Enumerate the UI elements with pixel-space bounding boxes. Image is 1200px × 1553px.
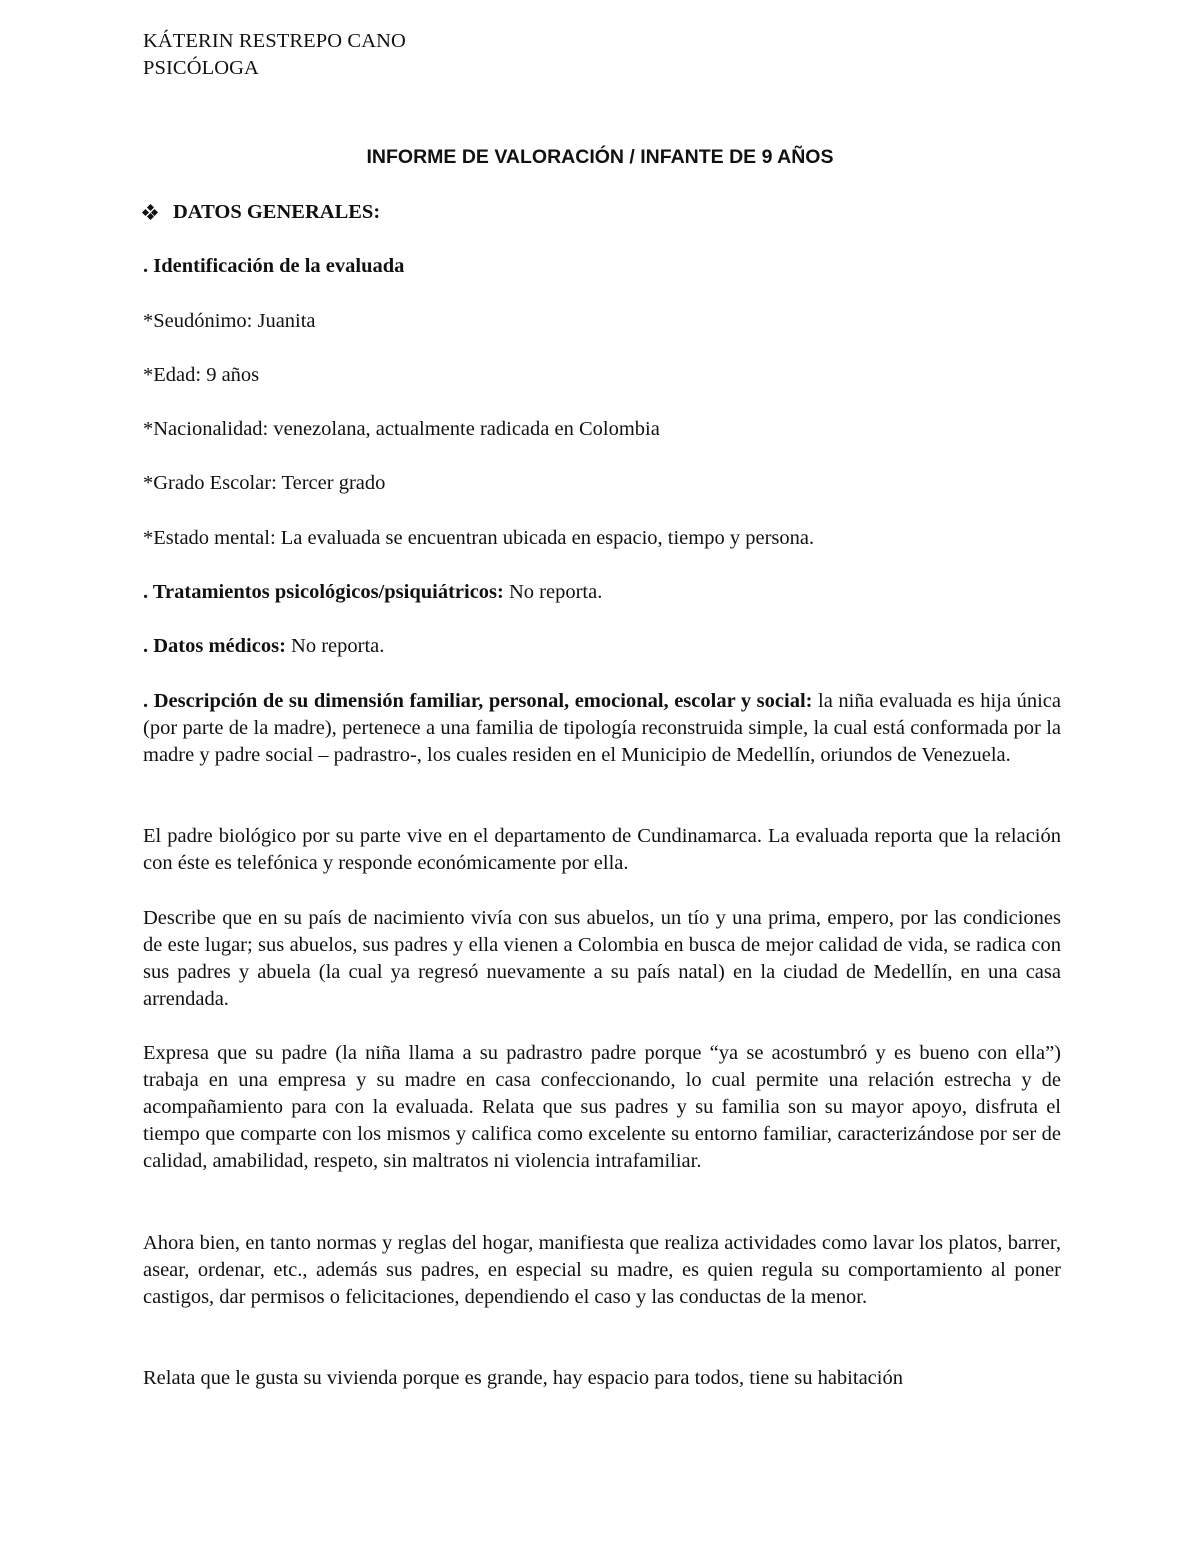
description-value: la niña evaluada es hija única (por parte de la madre), pertenece a una familia de tipología reconstruida simple, la cual está conformada por la madre y padre social – padrastro-, los cuales residen en el Municipio de Medellín, oriundos de Venezuela.	[143, 690, 1062, 766]
medical-label: . Datos médicos:	[143, 635, 286, 657]
medical-value: No reporta.	[285, 635, 385, 657]
general-data-heading-text: DATOS GENERALES:	[173, 201, 381, 223]
paragraph-dwelling: Relata que le gusta su vivienda porque es grande, hay espacio para todos, tiene su habitación	[143, 1367, 903, 1389]
paragraph-family-relations: Expresa que su padre (la niña llama a su padrastro padre porque “ya se acostumbró y es bueno con ella”) trabaja en una empresa y su madre en casa confeccionando, lo cual permite una relación estrecha y de acompañamiento para con la evaluada. Relata que sus padres y su familia son su mayor apoyo, disfruta el tiempo que comparte con los mismos y califica como excelente su entorno familiar, caracterizándose por ser de calidad, amabilidad, respeto, sin maltratos ni violencia intrafamiliar.	[143, 1042, 1061, 1172]
report-title: INFORME DE VALORACIÓN / INFANTE DE 9 AÑOS	[366, 146, 834, 168]
general-data-heading	[143, 201, 380, 224]
paragraph-biological-father: El padre biológico por su parte vive en el departamento de Cundinamarca. La evaluada reporta que la relación con éste es telefónica y responde económicamente por ella.	[143, 825, 1061, 874]
field-mental-state: *Estado mental: La evaluada se encuentran ubicada en espacio, tiempo y persona.	[143, 527, 815, 549]
identification-heading: . Identificación de la evaluada	[143, 255, 405, 277]
treatments-line	[143, 581, 602, 604]
author-name: KÁTERIN RESTREPO CANO	[143, 30, 406, 52]
author-profession: PSICÓLOGA	[143, 57, 259, 79]
four-diamond-bullet-icon	[143, 205, 157, 219]
treatments-value: No reporta.	[503, 581, 603, 603]
description-paragraph	[143, 688, 1061, 769]
field-pseudonym: *Seudónimo: Juanita	[143, 310, 316, 332]
field-nationality: *Nacionalidad: venezolana, actualmente radicada en Colombia	[143, 418, 660, 440]
treatments-label: . Tratamientos psicológicos/psiquiátricos:	[143, 581, 504, 603]
field-school-grade: *Grado Escolar: Tercer grado	[143, 472, 386, 494]
paragraph-birth-country: Describe que en su país de nacimiento vivía con sus abuelos, un tío y una prima, empero, por las condiciones de este lugar; sus abuelos, sus padres y ella vienen a Colombia en busca de mejor calidad de vida, se radica con sus padres y abuela (la cual ya regresó nuevamente a su país natal) en la ciudad de Medellín, en una casa arrendada.	[143, 907, 1061, 1010]
medical-line	[143, 635, 384, 658]
description-label: . Descripción de su dimensión familiar, personal, emocional, escolar y social:	[143, 690, 813, 712]
paragraph-home-rules: Ahora bien, en tanto normas y reglas del hogar, manifiesta que realiza actividades como lavar los platos, barrer, asear, ordenar, etc., además sus padres, en especial su madre, es quien regula su comportamiento al poner castigos, dar permisos o felicitaciones, dependiendo el caso y las conductas de la menor.	[143, 1232, 1061, 1308]
field-age: *Edad: 9 años	[143, 364, 260, 386]
